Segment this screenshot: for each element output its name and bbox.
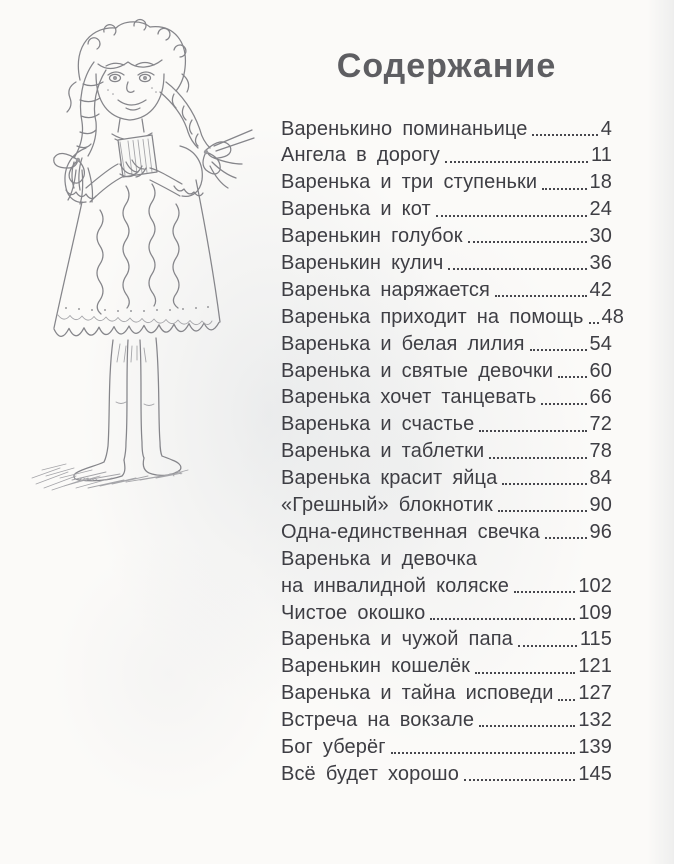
toc-entry-page: 72	[589, 413, 612, 436]
toc-entry-title: Варенькин голубок	[281, 225, 463, 248]
dot-leader	[502, 483, 586, 485]
toc-entry	[281, 274, 612, 301]
dot-leader	[448, 268, 586, 270]
toc-entry-title: «Грешный» блокнотик	[281, 493, 493, 516]
toc-entry-page: 18	[589, 171, 612, 194]
toc-entry-title: Встреча на вокзале	[281, 709, 475, 732]
toc-entry-page: 84	[589, 467, 612, 490]
toc-entry-title: Варенька и кот	[281, 198, 431, 221]
dot-leader	[518, 645, 577, 647]
toc-entry-page: 48	[601, 305, 624, 328]
toc-entry-title: Всё будет хорошо	[281, 762, 459, 785]
toc-entry	[281, 409, 612, 436]
dot-leader	[464, 779, 575, 781]
toc-entry-title: Бог уберёг	[281, 735, 386, 758]
toc-entry-title: Варенька и девочка	[281, 547, 477, 570]
dot-leader	[558, 376, 586, 378]
dot-leader	[475, 672, 575, 674]
toc-entry-page: 139	[578, 735, 612, 758]
girl-illustration	[16, 18, 278, 512]
toc-entry-title: Варенька и тайна исповеди	[281, 682, 554, 705]
toc-entry	[281, 113, 612, 140]
dot-leader	[479, 725, 575, 727]
toc-entry-page: 132	[578, 709, 612, 732]
dot-leader	[558, 699, 575, 701]
toc-entry-title: Одна-единственная свечка	[281, 520, 540, 543]
toc-entry	[281, 516, 612, 543]
dot-leader	[391, 752, 576, 754]
toc-entry-title: Варенькино поминаньице	[281, 117, 528, 140]
toc-entry	[281, 167, 612, 194]
toc-entry-page: 115	[579, 628, 612, 651]
dot-leader	[445, 161, 588, 163]
toc-entry-title: Варенька красит яйца	[281, 467, 498, 490]
dot-leader	[468, 241, 587, 243]
toc-entry	[281, 463, 612, 490]
dot-leader	[541, 403, 586, 405]
dot-leader	[514, 591, 575, 593]
girl-drawing-icon	[32, 20, 254, 490]
toc-entry-page: 24	[589, 198, 612, 221]
toc-entry	[281, 731, 612, 758]
dot-leader	[542, 188, 586, 190]
toc-entry	[281, 301, 624, 328]
toc-entry-page: 145	[578, 762, 612, 785]
dot-leader	[545, 537, 587, 539]
toc-entry	[281, 382, 612, 409]
toc-entry-page: 54	[589, 332, 612, 355]
toc-entry-title: Варенька и таблетки	[281, 440, 485, 463]
toc-entry-title: Варенька и чужой папа	[281, 628, 513, 651]
toc-entry-title: Варенька и белая лилия	[281, 332, 525, 355]
toc-entry-page: 11	[591, 144, 612, 167]
toc-entry-line1	[281, 543, 612, 570]
toc-entry-title: Варенька и счастье	[281, 413, 475, 436]
toc-entry	[281, 355, 612, 382]
dot-leader	[530, 349, 587, 351]
toc-entry	[281, 597, 612, 624]
dot-leader	[489, 457, 586, 459]
dot-leader	[532, 134, 597, 136]
toc-entry-page: 4	[600, 117, 612, 140]
toc-entry-line2	[281, 570, 612, 597]
toc-entry-title: Чистое окошко	[281, 601, 426, 624]
toc-entry-title: Варенькин кулич	[281, 251, 444, 274]
dot-leader	[589, 322, 599, 324]
toc-entry-title: Варенька и три ступеньки	[281, 171, 538, 194]
toc-entry-page: 78	[589, 440, 612, 463]
contents-title: Содержание	[336, 47, 557, 85]
toc-entry-title: на инвалидной коляске	[281, 574, 510, 597]
toc-entry-title: Варенька хочет танцевать	[281, 386, 537, 409]
toc-entry-page: 90	[589, 493, 612, 516]
ground-shadow	[32, 464, 188, 490]
dot-leader	[430, 618, 575, 620]
toc-entry-page: 66	[589, 386, 612, 409]
dot-leader	[436, 215, 587, 217]
toc-entry	[281, 678, 612, 705]
toc-entry	[281, 247, 612, 274]
toc-entry-page: 96	[589, 520, 612, 543]
toc-entry-title: Варенька и святые девочки	[281, 359, 554, 382]
dot-leader	[479, 430, 586, 432]
toc-entry-page: 36	[589, 251, 612, 274]
table-of-contents	[281, 46, 624, 785]
dot-leader	[495, 295, 587, 297]
toc-entry	[281, 328, 612, 355]
toc-entry-title: Варенька приходит на помощь	[281, 305, 584, 328]
toc-entry	[281, 436, 612, 463]
toc-entry-page: 127	[578, 682, 612, 705]
toc-entry-title: Варенькин кошелёк	[281, 655, 470, 678]
toc-entry	[281, 758, 612, 785]
toc-entry-page: 121	[578, 655, 612, 678]
toc-entry	[281, 194, 612, 221]
contents-list	[281, 113, 624, 785]
toc-entry-page: 42	[589, 278, 612, 301]
dot-leader	[498, 510, 587, 512]
toc-entry-title: Варенька наряжается	[281, 278, 490, 301]
toc-entry-title: Ангела в дорогу	[281, 144, 440, 167]
toc-entry-page: 109	[578, 601, 612, 624]
toc-entry-page: 60	[589, 359, 612, 382]
toc-entry	[281, 489, 612, 516]
toc-entry-page: 102	[578, 574, 612, 597]
toc-entry	[281, 221, 612, 248]
toc-entry-page: 30	[589, 225, 612, 248]
toc-entry	[281, 140, 612, 167]
toc-entry	[281, 651, 612, 678]
toc-entry	[281, 624, 612, 651]
toc-entry	[281, 705, 612, 732]
